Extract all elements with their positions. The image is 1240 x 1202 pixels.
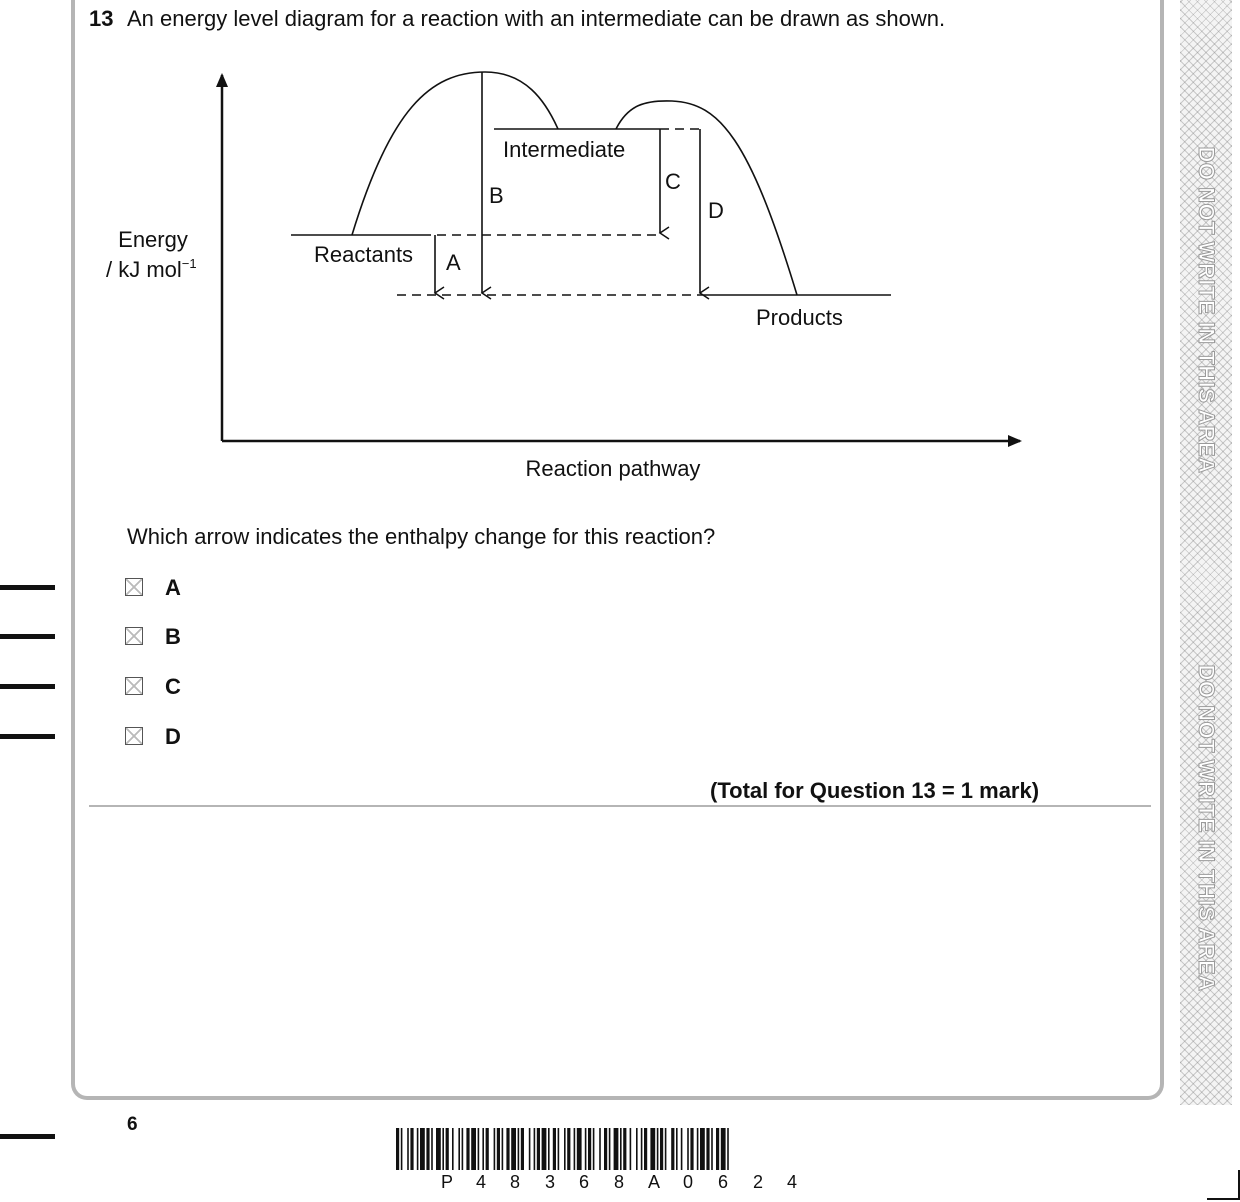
barcode-bar bbox=[452, 1128, 454, 1170]
margin-tick bbox=[0, 634, 55, 639]
barcode-bar bbox=[396, 1128, 399, 1170]
barcode-bar bbox=[681, 1128, 683, 1170]
barcode-char: P bbox=[440, 1172, 454, 1192]
intermediate-label: Intermediate bbox=[503, 137, 626, 162]
barcode-bar bbox=[671, 1128, 674, 1170]
barcode-bar bbox=[660, 1128, 663, 1170]
barcode-bar bbox=[630, 1128, 632, 1170]
barcode-bar bbox=[518, 1128, 520, 1170]
barcode-char: 8 bbox=[613, 1172, 625, 1192]
barcode-bar bbox=[534, 1128, 536, 1170]
barcode-bar bbox=[604, 1128, 607, 1170]
barcode-bar bbox=[407, 1128, 409, 1170]
barcode-char: A bbox=[647, 1172, 661, 1192]
barcode-bar bbox=[529, 1128, 531, 1170]
barcode-bar bbox=[721, 1128, 726, 1170]
barcode-char: 6 bbox=[578, 1172, 590, 1192]
barcode-bar bbox=[497, 1128, 500, 1170]
barcode-bar bbox=[482, 1128, 484, 1170]
barcode-bar bbox=[486, 1128, 489, 1170]
barcode-bar bbox=[506, 1128, 509, 1170]
arrow-label-C: C bbox=[665, 169, 681, 194]
option-label: B bbox=[165, 624, 181, 649]
barcode-char: 6 bbox=[717, 1172, 729, 1192]
barcode bbox=[390, 1126, 850, 1192]
barcode-bar bbox=[494, 1128, 496, 1170]
barcode-bar bbox=[521, 1128, 524, 1170]
option-label: C bbox=[165, 674, 181, 699]
barcode-bar bbox=[567, 1128, 570, 1170]
barcode-bar bbox=[471, 1128, 476, 1170]
barcode-bar bbox=[462, 1128, 464, 1170]
barcode-char: 0 bbox=[682, 1172, 694, 1192]
question-prompt: Which arrow indicates the enthalpy change for this reaction? bbox=[127, 524, 716, 549]
barcode-bar bbox=[537, 1128, 540, 1170]
barcode-bar bbox=[650, 1128, 655, 1170]
barcode-char: 2 bbox=[752, 1172, 764, 1192]
barcode-bar bbox=[446, 1128, 449, 1170]
energy-level-diagram bbox=[0, 0, 1240, 500]
y-axis-label-energy: Energy bbox=[118, 227, 188, 252]
barcode-bar bbox=[478, 1128, 480, 1170]
arrow-label-B: B bbox=[489, 183, 504, 208]
margin-warning-top: DO NOT WRITE IN THIS AREA bbox=[1194, 146, 1219, 474]
margin-tick bbox=[0, 684, 55, 689]
barcode-bar bbox=[620, 1128, 622, 1170]
barcode-bar bbox=[690, 1128, 693, 1170]
barcode-bar bbox=[585, 1128, 587, 1170]
barcode-bar bbox=[665, 1128, 667, 1170]
x-axis-label: Reaction pathway bbox=[525, 456, 701, 481]
barcode-bar bbox=[436, 1128, 441, 1170]
products-label: Products bbox=[756, 305, 843, 330]
barcode-bar bbox=[558, 1128, 560, 1170]
barcode-bar bbox=[420, 1128, 425, 1170]
barcode-bar bbox=[706, 1128, 709, 1170]
barcode-char: 4 bbox=[786, 1172, 798, 1192]
question-number: 13 bbox=[89, 6, 114, 31]
margin-tick bbox=[0, 585, 55, 590]
margin-tick bbox=[0, 1134, 55, 1139]
barcode-bar bbox=[442, 1128, 444, 1170]
crop-mark bbox=[1207, 1198, 1240, 1200]
barcode-bar bbox=[511, 1128, 516, 1170]
barcode-bars bbox=[396, 1128, 729, 1170]
barcode-bar bbox=[644, 1128, 647, 1170]
barcode-bar bbox=[700, 1128, 705, 1170]
barcode-bar bbox=[577, 1128, 582, 1170]
barcode-bar bbox=[676, 1128, 678, 1170]
margin-warning-bottom: DO NOT WRITE IN THIS AREA bbox=[1194, 664, 1219, 992]
question-divider bbox=[89, 805, 1151, 807]
barcode-bar bbox=[426, 1128, 429, 1170]
arrow-label-A: A bbox=[446, 250, 461, 275]
barcode-bar bbox=[614, 1128, 619, 1170]
option-label: D bbox=[165, 724, 181, 749]
barcode-char: 4 bbox=[475, 1172, 487, 1192]
barcode-bar bbox=[574, 1128, 576, 1170]
barcode-bar bbox=[687, 1128, 689, 1170]
barcode-bar bbox=[623, 1128, 626, 1170]
option-checkbox[interactable] bbox=[125, 677, 143, 695]
barcode-bar bbox=[599, 1128, 601, 1170]
barcode-bar bbox=[410, 1128, 413, 1170]
barcode-bar bbox=[711, 1128, 713, 1170]
y-axis-label-unit: / kJ mol$^{-1}$ bbox=[106, 256, 197, 282]
option-label: A bbox=[165, 575, 181, 600]
barcode-bar bbox=[716, 1128, 719, 1170]
barcode-bar bbox=[542, 1128, 547, 1170]
barcode-bar bbox=[657, 1128, 659, 1170]
barcode-bar bbox=[431, 1128, 433, 1170]
barcode-bar bbox=[401, 1128, 403, 1170]
barcode-bar bbox=[548, 1128, 550, 1170]
barcode-bar bbox=[588, 1128, 591, 1170]
barcode-bar bbox=[458, 1128, 460, 1170]
page-number: 6 bbox=[127, 1114, 138, 1135]
barcode-bar bbox=[593, 1128, 595, 1170]
option-checkbox[interactable] bbox=[125, 578, 143, 596]
arrow-label-D: D bbox=[708, 198, 724, 223]
second-energy-hump bbox=[616, 101, 797, 295]
barcode-char: 3 bbox=[544, 1172, 556, 1192]
barcode-bar bbox=[727, 1128, 729, 1170]
barcode-bar bbox=[564, 1128, 566, 1170]
reactants-label: Reactants bbox=[314, 242, 414, 267]
barcode-bar bbox=[636, 1128, 638, 1170]
barcode-bar bbox=[553, 1128, 556, 1170]
barcode-bar bbox=[641, 1128, 643, 1170]
option-checkbox[interactable] bbox=[125, 727, 143, 745]
barcode-bar bbox=[609, 1128, 611, 1170]
barcode-bar bbox=[417, 1128, 419, 1170]
barcode-bar bbox=[466, 1128, 469, 1170]
barcode-bar bbox=[502, 1128, 504, 1170]
margin-tick bbox=[0, 734, 55, 739]
barcode-bar bbox=[697, 1128, 699, 1170]
barcode-char: 8 bbox=[509, 1172, 521, 1192]
question-text: An energy level diagram for a reaction with an intermediate can be drawn as shown. bbox=[127, 6, 946, 31]
option-checkbox[interactable] bbox=[125, 627, 143, 645]
question-total-marks: (Total for Question 13 = 1 mark) bbox=[710, 778, 1040, 803]
